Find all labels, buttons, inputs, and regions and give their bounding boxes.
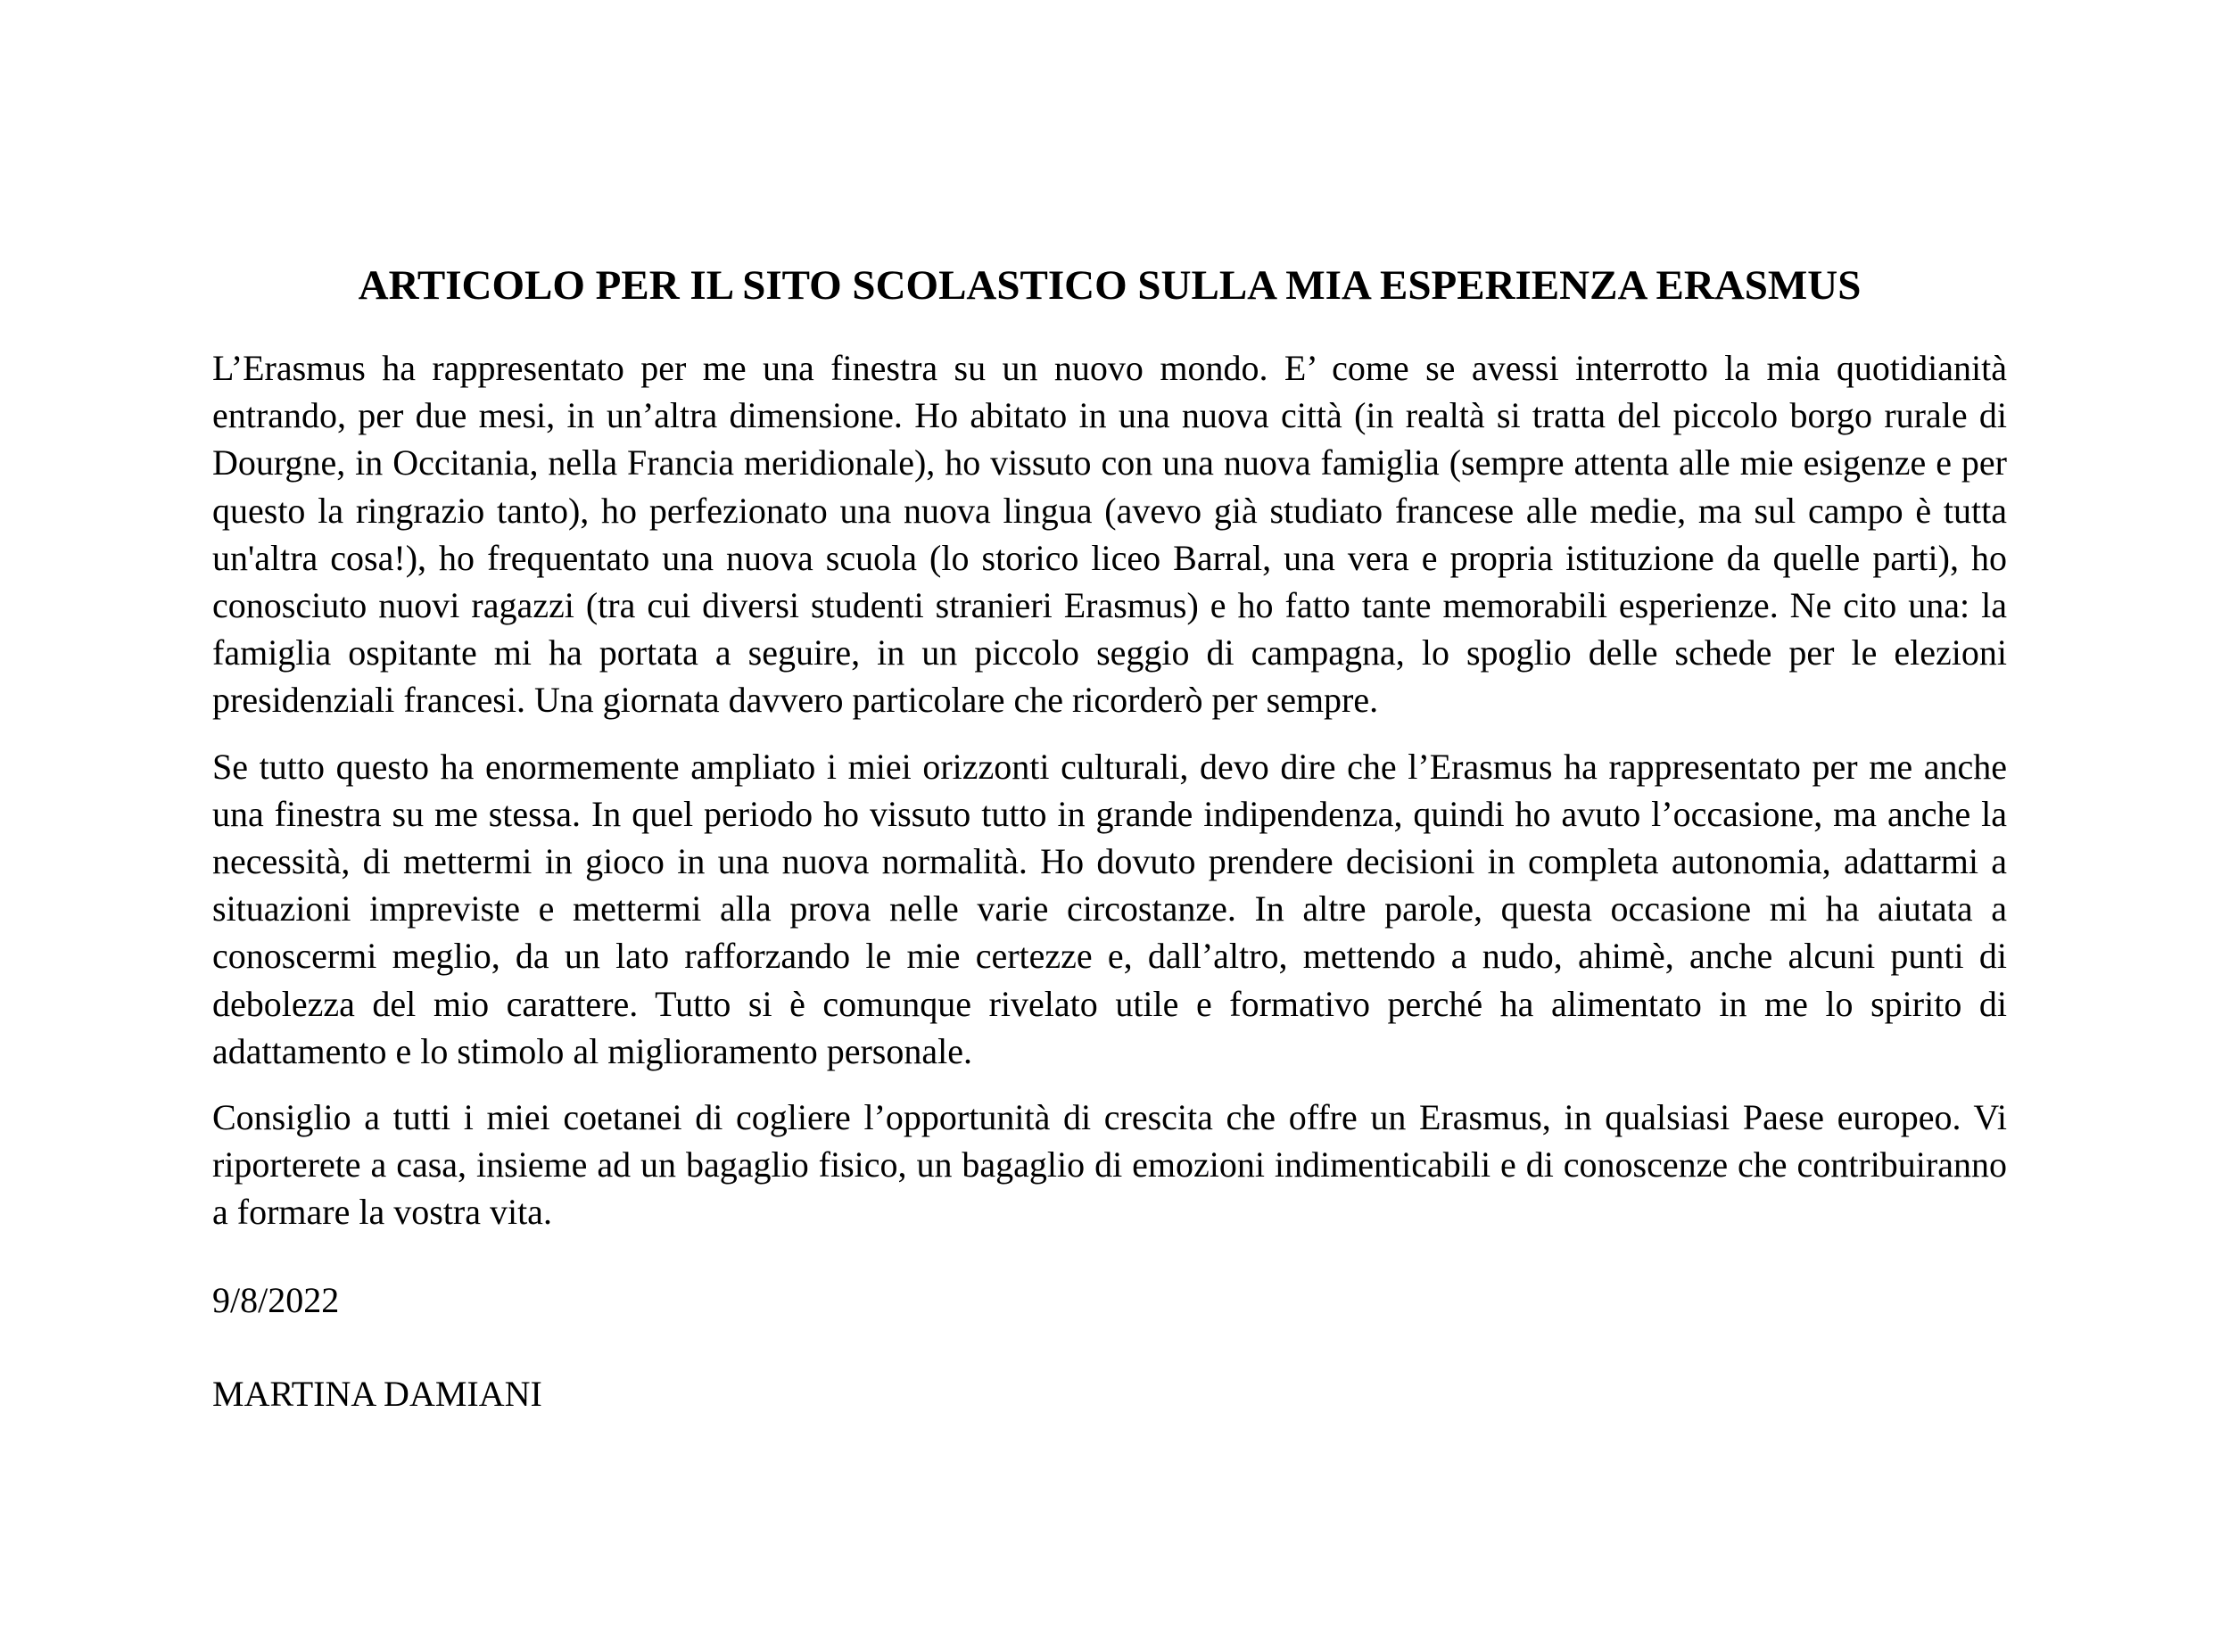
document-body: [212, 253, 2007, 1417]
document-date: 9/8/2022: [212, 1279, 340, 1320]
paragraph-1: L’Erasmus ha rappresentato per me una finestra su un nuovo mondo. E’ come se avessi interrotto la mia quotidianità entrando, per due mesi, in un’altra dimensione. Ho abitato in una nuova città (in realtà si tratta del piccolo borgo rurale di Dourgne, in Occitania, nella Francia meridionale), ho vissuto con una nuova famiglia (sempre attenta alle mie esigenze e per questo la ringrazio tanto), ho perfezionato una nuova lingua (avevo già studiato francese alle medie, ma sul campo è tutta un'altra cosa!), ho frequentato una nuova scuola (lo storico liceo Barral, una vera e propria istituzione da quelle parti), ho conosciuto nuovi ragazzi (tra cui diversi studenti stranieri Erasmus) e ho fatto tante memorabili esperienze. Ne cito una: la famiglia ospitante mi ha portata a seguire, in un piccolo seggio di campagna, lo spoglio delle schede per le elezioni presidenziali francesi. Una giornata davvero particolare che ricorderò per sempre.: [212, 348, 2007, 721]
document-title: ARTICOLO PER IL SITO SCOLASTICO SULLA MIA ESPERIENZA ERASMUS: [358, 262, 1862, 309]
author-name: MARTINA DAMIANI: [212, 1373, 542, 1414]
paragraph-3: Consiglio a tutti i miei coetanei di cogliere l’opportunità di crescita che offre un Erasmus, in qualsiasi Paese europeo. Vi riporterete a casa, insieme ad un bagaglio fisico, un bagaglio di emozioni indimenticabili e di conoscenze che contribuiranno a formare la vostra vita.: [212, 1097, 2007, 1233]
paragraph-2: Se tutto questo ha enormemente ampliato i miei orizzonti culturali, devo dire che l’Erasmus ha rappresentato per me anche una finestra su me stessa. In quel periodo ho vissuto tutto in grande indipendenza, quindi ho avuto l’occasione, ma anche la necessità, di mettermi in gioco in una nuova normalità. Ho dovuto prendere decisioni in completa autonomia, adattarmi a situazioni impreviste e mettermi alla prova nelle varie circostanze. In altre parole, questa occasione mi ha aiutata a conoscermi meglio, da un lato rafforzando le mie certezze e, dall’altro, mettendo a nudo, ahimè, anche alcuni punti di debolezza del mio carattere. Tutto si è comunque rivelato utile e formativo perché ha alimentato in me lo spirito di adattamento e lo stimolo al miglioramento personale.: [212, 746, 2007, 1071]
